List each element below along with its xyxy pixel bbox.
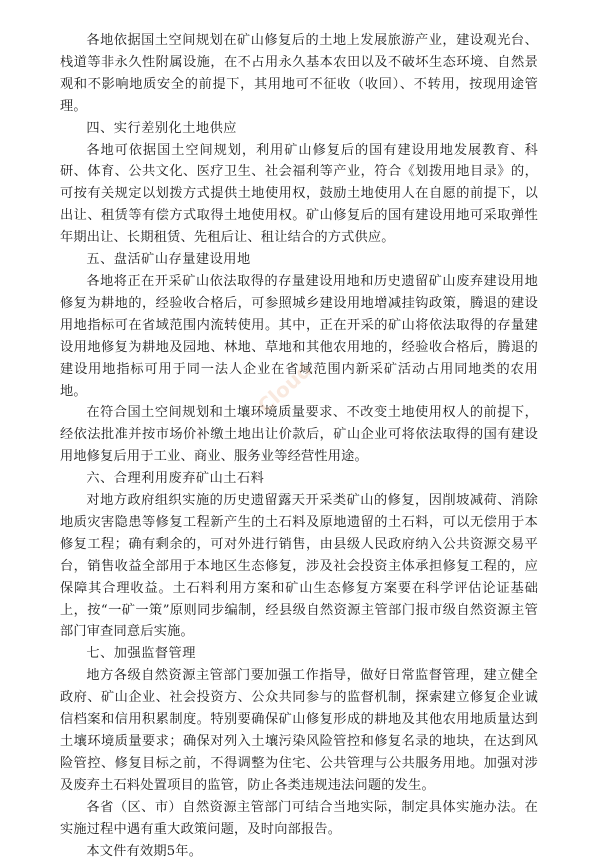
paragraph-tourism-land-use: 各地依据国土空间规划在矿山修复后的土地上发展旅游产业，建设观光台、栈道等非永久性附属设施，在不占用永久基本农田以及不破坏生态环境、自然景观和不影响地质安全的前提下，其用地可不征收（收回）、不转用，按现用途管理。 — [60, 33, 538, 114]
watermark-text: Cloud — [252, 357, 317, 419]
section-heading-6: 六、合理利用废弃矿山土石料 — [86, 471, 265, 487]
paragraph-existing-land-2: 在符合国土空间规划和土壤环境质量要求、不改变土地使用权人的前提下，经依法批准并按市场价补缴土地出让价款后，矿山企业可将依法取得的国有建设用地修复后用于工业、商业、服务业等经营性用途。 — [60, 405, 538, 465]
section-heading-4: 四、实行差别化土地供应 — [86, 120, 237, 136]
paragraph-supervision: 地方各级自然资源主管部门要加强工作指导，做好日常监督管理，建立健全政府、矿山企业、社会投资方、公众共同参与的监督机制，探索建立修复企业诚信档案和信用积累制度。特别要确保矿山修复形成的耕地及其他农用地质量达到土壤环境质量要求；确保对列入土壤污染风险管控和修复名录的地块，在达到风险管控、修复目标之前，不得调整为住宅、公共管理与公共服务用地。加强对涉及废弃土石料处置项目的监管，防止各类违规违法问题的发生。 — [60, 668, 538, 793]
paragraph-land-supply: 各地可依据国土空间规划，利用矿山修复后的国有建设用地发展教育、科研、体育、公共文化、医疗卫生、社会福利等产业，符合《划拨用地目录》的，可按有关规定以划拨方式提供土地使用权，鼓励土地使用人在自愿的前提下，以出让、租赁等有偿方式取得土地使用权。矿山修复后的国有建设用地可采取弹性年期出让、长期租赁、先租后让、租让结合的方式供应。 — [60, 142, 538, 246]
paragraph-validity: 本文件有效期5年。 — [86, 843, 203, 859]
paragraph-existing-land-1: 各地将正在开采矿山依法取得的存量建设用地和历史遗留矿山废弃建设用地修复为耕地的，经验收合格后，可参照城乡建设用地增减挂钩政策，腾退的建设用地指标可在省域范围内流转使用。其中，正在开采的矿山将依法取得的存量建设用地修复为耕地及园地、林地、草地和其他农用地的，经验收合格后，腾退的建设用地指标可用于同一法人企业在省域范围内新采矿活动占用同地类的农用地。 — [60, 273, 538, 399]
paragraph-implementation: 各省（区、市）自然资源主管部门可结合当地实际，制定具体实施办法。在实施过程中遇有重大政策问题，及时向部报告。 — [60, 799, 538, 837]
paragraph-earth-stone: 对地方政府组织实施的历史遗留露天开采类矿山的修复，因削坡减荷、消除地质灾害隐患等修复工程新产生的土石料及原地遗留的土石料，可以无偿用于本修复工程；确有剩余的，可对外进行销售，由县级人民政府纳入公共资源交易平台，销售收益全部用于本地区生态修复，涉及社会投资主体承担修复工程的，应保障其合理收益。土石料利用方案和矿山生态修复方案要在科学评估论证基础上，按“一矿一策”原则同步编制，经县级自然资源主管部门报市级自然资源主管部门审查同意后实施。 — [60, 493, 538, 640]
section-heading-7: 七、加强监督管理 — [86, 646, 196, 662]
section-heading-5: 五、盘活矿山存量建设用地 — [86, 252, 251, 268]
